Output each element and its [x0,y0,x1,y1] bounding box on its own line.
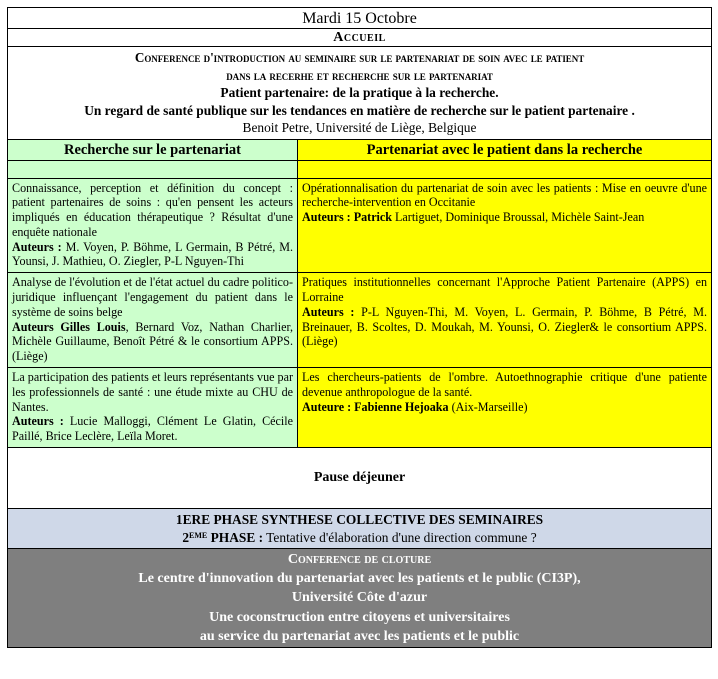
phase-2-text: Tentative d'élaboration d'une direction commune ? [263,529,537,545]
talk-title: Analyse de l'évolution et de l'état actuel du cadre politico-juridique influençant l'engagement du patient dans le système de soins belge [12,275,293,319]
talk-title: La participation des patients et leurs représentants vue par les professionnels de santé : une étude mixte au CHU de Nantes. [12,370,293,414]
phase-row [8,509,712,549]
talk-left-2 [8,273,298,368]
closing-line-1: Le centre d'innovation du partenariat avec les patients et le public (CI3P), [138,571,581,587]
left-column-title: Recherche sur le partenariat [8,139,298,160]
closing-title: Conference de cloture [287,552,432,568]
talk-left-1 [8,178,298,273]
talk-right-2 [298,273,712,368]
session-row [8,178,712,273]
authors-list: M. Voyen, P. Böhme, L Germain, B Pétré, M. Younsi, J. Mathieu, O. Ziegler, P-L Nguyen-Thi [12,239,293,269]
authors-label: Auteurs Gilles Louis [12,319,126,334]
phase-2-ordinal: EME [189,530,208,540]
closing-conference-cell [8,549,712,648]
right-column-title: Partenariat avec le patient dans la recherche [298,139,712,160]
session-row [8,368,712,448]
intro-title-line-1: Conference d'introduction au seminaire sur le partenariat de soin avec le patient [134,50,585,65]
talk-title: Les chercheurs-patients de l'ombre. Autoethnographie critique d'une patiente devenue anthropologue de la santé. [302,370,708,399]
phase-2-label: PHASE : [207,529,264,545]
authors-label: Auteure : Fabienne Hejoaka [302,399,449,414]
column-header-row [8,139,712,160]
talk-left-3 [8,368,298,448]
session-row [8,273,712,368]
authors-list: , Bernard Voz, Nathan Charlier, Michèle Guillaume, Benoît Pétré & le consortium APPS. (Liège) [12,319,294,364]
authors-list: (Aix-Marseille) [448,399,528,414]
authors-label: Auteurs : Patrick [302,210,393,225]
talk-right-3 [298,368,712,448]
intro-conference-cell [8,47,712,140]
talk-title: Opérationnalisation du partenariat de soin avec les patients : Mise en oeuvre d'une recherche-intervention en Occitanie [302,180,708,210]
authors-label: Auteurs : [12,414,64,429]
accueil-row [8,29,712,47]
right-spacer [298,160,712,178]
authors-label: Auteurs : [302,304,355,319]
intro-row [8,47,712,140]
program-sheet [7,7,711,648]
lunch-row [8,448,712,509]
lunch-break: Pause déjeuner [8,448,712,509]
authors-list: Lucie Malloggi, Clément Le Glatin, Cécile Paillé, Brice Leclère, Leïla Moret. [12,414,293,444]
closing-row [8,549,712,648]
spacer-row [8,160,712,178]
program-table [7,7,712,648]
phases-cell [8,509,712,549]
date-cell: Mardi 15 Octobre [8,8,712,29]
authors-list: Lartiguet, Dominique Broussal, Michèle Saint-Jean [392,210,645,225]
date-row [8,8,712,29]
phase-2 [12,529,707,547]
intro-theme: Un regard de santé publique sur les tendances en matière de recherche sur le patient partenaire . [84,102,635,118]
closing-line-3: Une coconstruction entre citoyens et universitaires [209,609,510,625]
intro-speaker: Benoit Petre, Université de Liège, Belgique [242,120,477,135]
talk-right-1 [298,178,712,273]
talk-title: Pratiques institutionnelles concernant l'Approche Patient Partenaire (APPS) en Lorraine [302,275,708,305]
accueil-cell: Accueil [8,29,712,47]
closing-line-2: Université Côte d'azur [291,590,428,606]
intro-title-line-2: dans la recerhe et recherche sur le partenariat [226,67,493,83]
phase-1: 1ERE PHASE SYNTHESE COLLECTIVE DES SEMINAIRES [175,512,544,528]
authors-list: P-L Nguyen-Thi, M. Voyen, L. Germain, P. Böhme, B Pétré, M. Breinauer, B. Scoltes, D. Moukah, M. Younsi, O. Ziegler& le consortium APPS. (Liège) [302,304,708,349]
closing-line-4: au service du partenariat avec les patients et le public [199,628,520,644]
talk-title: Connaissance, perception et définition du concept : patient partenaires de soins : qu'en pensent les acteurs impliqués en éducation thérapeutique ? Résultat d'une enquête nationale [12,180,293,239]
intro-subtitle: Patient partenaire: de la pratique à la recherche. [220,85,499,100]
left-spacer [8,160,298,178]
phase-2-number: 2 [182,529,190,545]
authors-label: Auteurs : [12,239,62,254]
